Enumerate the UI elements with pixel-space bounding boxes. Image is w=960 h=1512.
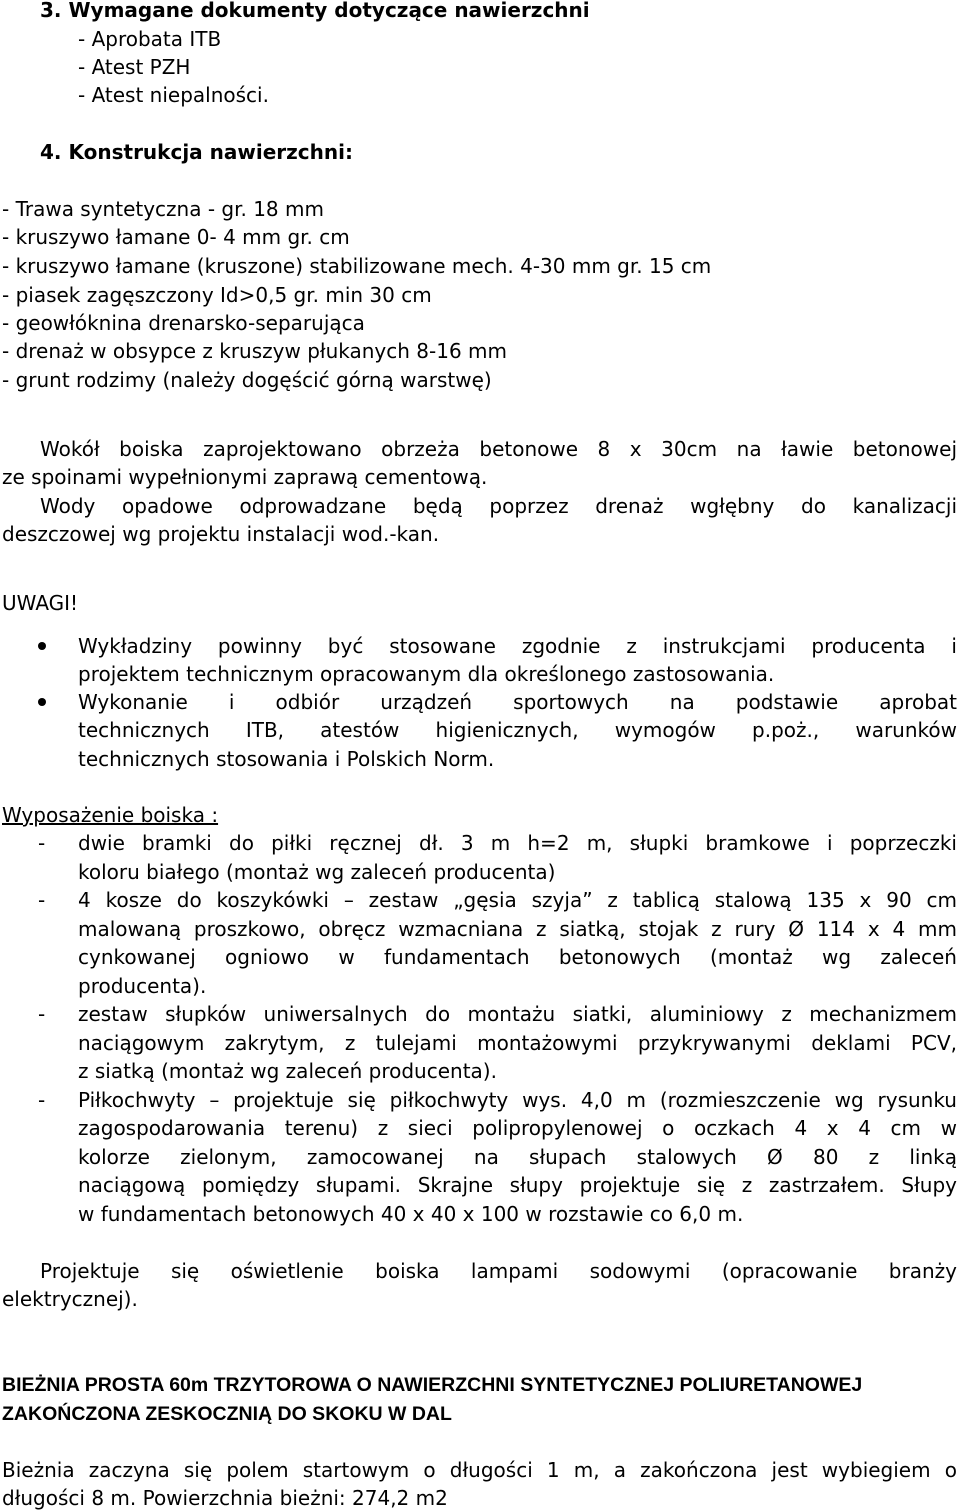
- section-3-item: - Atest niepalności.: [78, 83, 269, 107]
- track-description-line: Bieżnia zaczyna się polem startowym o długości 1 m, a zakończona jest wybiegiem o: [2, 1458, 957, 1482]
- track-description-line: długości 8 m. Powierzchnia bieżni: 274,2 m2: [2, 1486, 448, 1510]
- construction-layer: - grunt rodzimy (należy dogęścić górną warstwę): [2, 368, 492, 392]
- list-dash: -: [38, 1002, 46, 1026]
- equipment-line: koloru białego (montaż wg zaleceń producenta): [78, 860, 556, 884]
- equipment-line: zagospodarowania terenu) z sieci polipropylenowej o oczkach 4 x 4 cm w: [78, 1116, 957, 1140]
- paragraph-kerbs-line: ze spoinami wypełnionymi zaprawą cementową.: [2, 465, 488, 489]
- note-line: technicznych ITB, atestów higienicznych, wymogów p.poż., warunków: [78, 718, 957, 742]
- note-line: Wykładziny powinny być stosowane zgodnie z instrukcjami producenta i: [78, 634, 957, 658]
- equipment-line: 4 kosze do koszykówki – zestaw „gęsia szyja” z tablicą stalową 135 x 90 cm: [78, 888, 957, 912]
- track-heading: BIEŻNIA PROSTA 60m TRZYTOROWA O NAWIERZCHNI SYNTETYCZNEJ POLIURETANOWEJ: [2, 1374, 863, 1396]
- note-line: projektem technicznym opracowanym dla określonego zastosowania.: [78, 662, 775, 686]
- construction-layer: - geowłóknina drenarsko-separująca: [2, 311, 365, 335]
- bullet-icon: [38, 642, 46, 650]
- notes-label: UWAGI!: [2, 591, 79, 615]
- construction-layer: - piasek zagęszczony Id>0,5 gr. min 30 cm: [2, 283, 432, 307]
- paragraph-drainage-line: deszczowej wg projektu instalacji wod.-kan.: [2, 522, 440, 546]
- construction-layer: - kruszywo łamane 0- 4 mm gr. cm: [2, 225, 350, 249]
- paragraph-kerbs-line: Wokół boiska zaprojektowano obrzeża betonowe 8 x 30cm na ławie betonowej: [40, 437, 957, 461]
- list-dash: -: [38, 1088, 46, 1112]
- equipment-line: naciągową pomiędzy słupami. Skrajne słupy projektuje się z zastrzałem. Słupy: [78, 1173, 957, 1197]
- track-heading: ZAKOŃCZONA ZESKOCZNIĄ DO SKOKU W DAL: [2, 1403, 452, 1425]
- section-3-heading: 3. Wymagane dokumenty dotyczące nawierzchni: [40, 0, 590, 22]
- equipment-heading: Wyposażenie boiska :: [2, 803, 219, 827]
- equipment-line: Piłkochwyty – projektuje się piłkochwyty wys. 4,0 m (rozmieszczenie wg rysunku: [78, 1088, 957, 1112]
- bullet-icon: [38, 698, 46, 706]
- equipment-line: producenta).: [78, 974, 207, 998]
- equipment-line: naciągowym zakrytym, z tulejami montażowymi przykrywanymi deklami PCV,: [78, 1031, 957, 1055]
- section-3-item: - Atest PZH: [78, 55, 191, 79]
- note-line: technicznych stosowania i Polskich Norm.: [78, 747, 495, 771]
- equipment-line: w fundamentach betonowych 40 x 40 x 100 w rozstawie co 6,0 m.: [78, 1202, 744, 1226]
- equipment-line: zestaw słupków uniwersalnych do montażu siatki, aluminiowy z mechanizmem: [78, 1002, 957, 1026]
- paragraph-drainage-line: Wody opadowe odprowadzane będą poprzez drenaż wgłębny do kanalizacji: [40, 494, 957, 518]
- section-3-item: - Aprobata ITB: [78, 27, 222, 51]
- section-4-heading: 4. Konstrukcja nawierzchni:: [40, 140, 353, 164]
- construction-layer: - drenaż w obsypce z kruszyw płukanych 8-16 mm: [2, 339, 507, 363]
- equipment-line: dwie bramki do piłki ręcznej dł. 3 m h=2 m, słupki bramkowe i poprzeczki: [78, 831, 957, 855]
- equipment-line: cynkowanej ogniowo w fundamentach betonowych (montaż wg zaleceń: [78, 945, 957, 969]
- list-dash: -: [38, 888, 46, 912]
- construction-layer: - kruszywo łamane (kruszone) stabilizowane mech. 4-30 mm gr. 15 cm: [2, 254, 712, 278]
- list-dash: -: [38, 831, 46, 855]
- equipment-line: z siatką (montaż wg zaleceń producenta).: [78, 1059, 497, 1083]
- construction-layer: - Trawa syntetyczna - gr. 18 mm: [2, 197, 324, 221]
- lighting-paragraph-line: Projektuje się oświetlenie boiska lampami sodowymi (opracowanie branży: [40, 1259, 957, 1283]
- lighting-paragraph-line: elektrycznej).: [2, 1287, 138, 1311]
- equipment-line: malowaną proszkowo, obręcz wzmacniana z siatką, stojak z rury Ø 114 x 4 mm: [78, 917, 957, 941]
- equipment-line: kolorze zielonym, zamocowanej na słupach stalowych Ø 80 z linką: [78, 1145, 957, 1169]
- note-line: Wykonanie i odbiór urządzeń sportowych na podstawie aprobat: [78, 690, 957, 714]
